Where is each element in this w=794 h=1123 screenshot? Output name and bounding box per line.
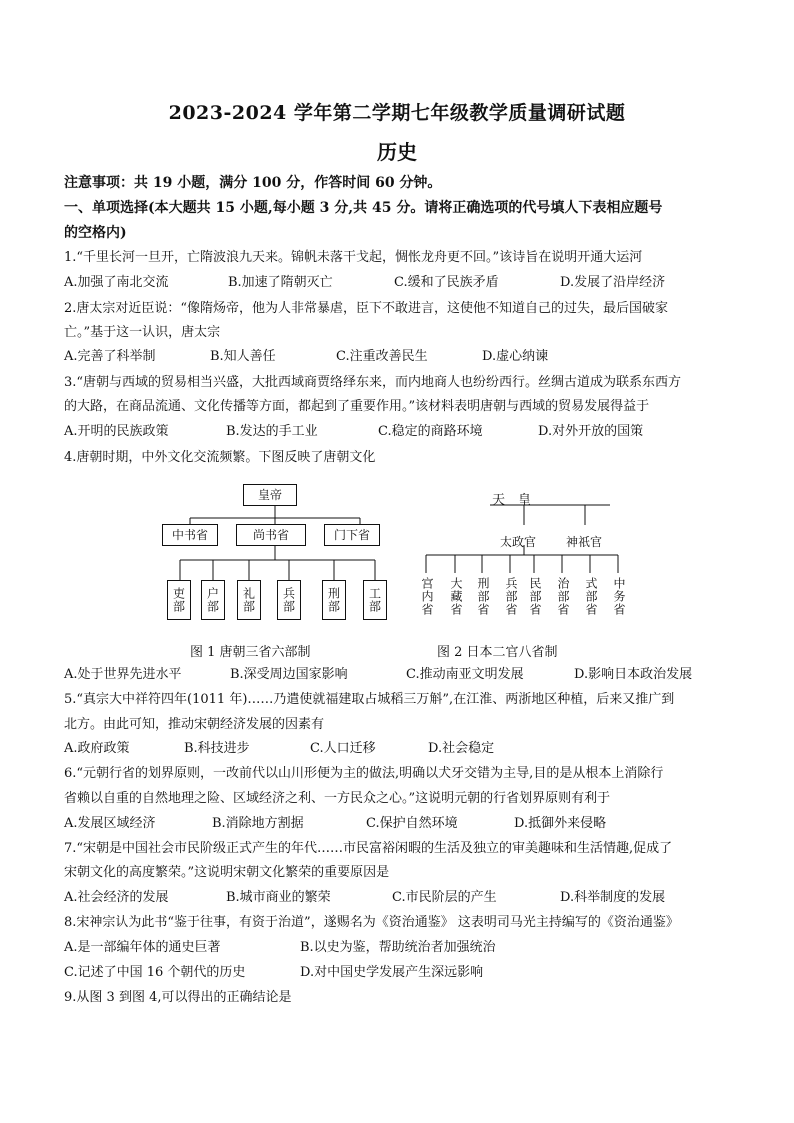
option-a[interactable]: A.加强了南北交流 xyxy=(64,275,169,290)
figure-2-ministry: 宫内省 xyxy=(420,577,434,616)
option-a[interactable]: A.开明的民族政策 xyxy=(64,424,169,439)
option-d[interactable]: D.对中国史学发展产生深远影响 xyxy=(300,965,484,980)
option-c[interactable]: C.市民阶层的产生 xyxy=(392,890,497,905)
option-a[interactable]: A.是一部编年体的通史巨著 xyxy=(64,940,221,955)
question-3-stem-line2: 的大路，在商品流通、文化传播等方面，都起到了重要作用。”该材料表明唐朝与西域的贸易发展得益于 xyxy=(64,399,650,414)
option-b[interactable]: B.以史为鉴，帮助统治者加强统治 xyxy=(300,940,496,955)
option-d[interactable]: D.社会稳定 xyxy=(428,741,495,756)
question-6-stem-line2: 省赖以自重的自然地理之险、区域经济之利、一方民众之心。”这说明元朝的行省划界原则有利于 xyxy=(64,791,611,806)
figure-2-ministry: 兵部省 xyxy=(504,577,518,616)
question-1-options xyxy=(64,274,744,292)
option-a[interactable]: A.政府政策 xyxy=(64,741,130,756)
option-c[interactable]: C.推动南亚文明发展 xyxy=(406,667,524,682)
figure-1-shangshu: 尚书省 xyxy=(236,524,306,546)
figure-2-ministry: 刑部省 xyxy=(476,577,490,616)
option-b[interactable]: B.消除地方割据 xyxy=(212,816,304,831)
option-b[interactable]: B.科技进步 xyxy=(184,741,250,756)
figure-1-menxia: 门下省 xyxy=(324,524,380,546)
option-c[interactable]: C.保护自然环境 xyxy=(366,816,458,831)
question-6-options xyxy=(64,815,744,833)
figure-2-ministry: 中务省 xyxy=(612,577,626,616)
figure-2-ministry: 民部省 xyxy=(528,577,542,616)
figure-2-caption: 图 2 日本二官八省制 xyxy=(437,645,558,660)
option-a[interactable]: A.发展区域经济 xyxy=(64,816,156,831)
question-1-stem: 1.“千里长河一旦开，亡隋波浪九天来。锦帆未落干戈起，惆怅龙舟更不回。”该诗旨在说明开通大运河 xyxy=(64,250,643,265)
option-b[interactable]: B.知人善任 xyxy=(210,349,276,364)
question-3-options xyxy=(64,423,744,441)
figure-1-caption: 图 1 唐朝三省六部制 xyxy=(190,645,311,660)
option-b[interactable]: B.加速了隋朝灭亡 xyxy=(228,275,333,290)
figure-1-ministry: 吏部 xyxy=(167,580,191,620)
question-7-stem-line2: 宋朝文化的高度繁荣。”这说明宋朝文化繁荣的重要原因是 xyxy=(64,865,390,880)
figure-2-ministry: 式部省 xyxy=(584,577,598,616)
question-7-options xyxy=(64,889,744,907)
option-c[interactable]: C.稳定的商路环境 xyxy=(378,424,483,439)
option-c[interactable]: C.注重改善民生 xyxy=(336,349,428,364)
question-5-stem-line1: 5.“真宗大中祥符四年(1011 年)……乃遣使就福建取占城稻三万斛”,在江淮、两浙地区种植，后来又推广到 xyxy=(64,692,675,707)
question-9-stem: 9.从图 3 到图 4,可以得出的正确结论是 xyxy=(64,990,292,1005)
option-b[interactable]: B.发达的手工业 xyxy=(226,424,318,439)
figure-1-ministry: 工部 xyxy=(363,580,387,620)
question-4-stem: 4.唐朝时期，中外文化交流频繁。下图反映了唐朝文化 xyxy=(64,450,376,465)
option-d[interactable]: D.发展了沿岸经济 xyxy=(560,275,666,290)
question-8-options-row1 xyxy=(64,939,744,957)
question-2-stem-line2: 亡。”基于这一认识，唐太宗 xyxy=(64,325,221,340)
question-8-stem: 8.宋神宗认为此书“鉴于往事，有资于治道”，遂赐名为《资治通鉴》 这表明司马光主持编写的《资治通鉴》 xyxy=(64,915,679,930)
notice: 注意事项：共 19 小题，满分 100 分，作答时间 60 分钟。 xyxy=(64,175,442,191)
option-c[interactable]: C.记述了中国 16 个朝代的历史 xyxy=(64,965,246,980)
option-d[interactable]: D.抵御外来侵略 xyxy=(514,816,607,831)
option-d[interactable]: D.科举制度的发展 xyxy=(560,890,666,905)
figure-1-ministry: 兵部 xyxy=(277,580,301,620)
section-heading-line1: 一、单项选择(本大题共 15 小题,每小题 3 分,共 45 分。请将正确选项的代号填人下表相应题号 xyxy=(64,200,663,216)
question-4-options xyxy=(64,666,744,684)
option-d[interactable]: D.虚心纳谏 xyxy=(482,349,549,364)
figure-2-ministry: 大藏省 xyxy=(449,577,463,616)
option-d[interactable]: D.影响日本政治发展 xyxy=(574,667,693,682)
question-2-options xyxy=(64,348,744,366)
subject-title: 历史 xyxy=(377,140,417,164)
figure-2-ministry: 治部省 xyxy=(556,577,570,616)
option-b[interactable]: B.城市商业的繁荣 xyxy=(226,890,331,905)
option-b[interactable]: B.深受周边国家影响 xyxy=(230,667,348,682)
option-a[interactable]: A.处于世界先进水平 xyxy=(64,667,182,682)
figure-1-zhongshu: 中书省 xyxy=(162,524,218,546)
exam-title: 2023-2024 学年第二学期七年级教学质量调研试题 xyxy=(168,102,626,124)
question-5-stem-line2: 北方。由此可知，推动宋朝经济发展的因素有 xyxy=(64,717,325,732)
figure-2-jingikan: 神祇官 xyxy=(566,535,603,549)
question-5-options xyxy=(64,740,744,758)
question-3-stem-line1: 3.“唐朝与西域的贸易相当兴盛，大批西域商贾络绎东来，而内地商人也纷纷西行。丝绸古道成为联系东西方 xyxy=(64,375,682,390)
question-6-stem-line1: 6.“元朝行省的划界原则，一改前代以山川形便为主的做法,明确以犬牙交错为主导,目的是从根本上消除行 xyxy=(64,766,664,781)
section-heading-line2: 的空格内) xyxy=(64,225,127,241)
figure-1-ministry: 户部 xyxy=(201,580,225,620)
question-7-stem-line1: 7.“宋朝是中国社会市民阶级正式产生的年代……市民富裕闲暇的生活及独立的审美趣味和生活情趣,促成了 xyxy=(64,841,673,856)
question-8-options-row2 xyxy=(64,964,744,982)
figure-2-daijokan: 太政官 xyxy=(500,535,537,549)
option-c[interactable]: C.缓和了民族矛盾 xyxy=(394,275,499,290)
figure-1-ministry: 礼部 xyxy=(237,580,261,620)
figure-1-emperor: 皇帝 xyxy=(243,484,297,506)
option-d[interactable]: D.对外开放的国策 xyxy=(538,424,644,439)
figure-2-emperor: 天 皇 xyxy=(492,493,532,508)
option-a[interactable]: A.完善了科举制 xyxy=(64,349,156,364)
question-2-stem-line1: 2.唐太宗对近臣说：“像隋炀帝，他为人非常暴虐，臣下不敢进言，这使他不知道自己的过失，最后国破家 xyxy=(64,301,669,316)
figure-1-ministry: 刑部 xyxy=(322,580,346,620)
option-a[interactable]: A.社会经济的发展 xyxy=(64,890,169,905)
option-c[interactable]: C.人口迁移 xyxy=(310,741,376,756)
